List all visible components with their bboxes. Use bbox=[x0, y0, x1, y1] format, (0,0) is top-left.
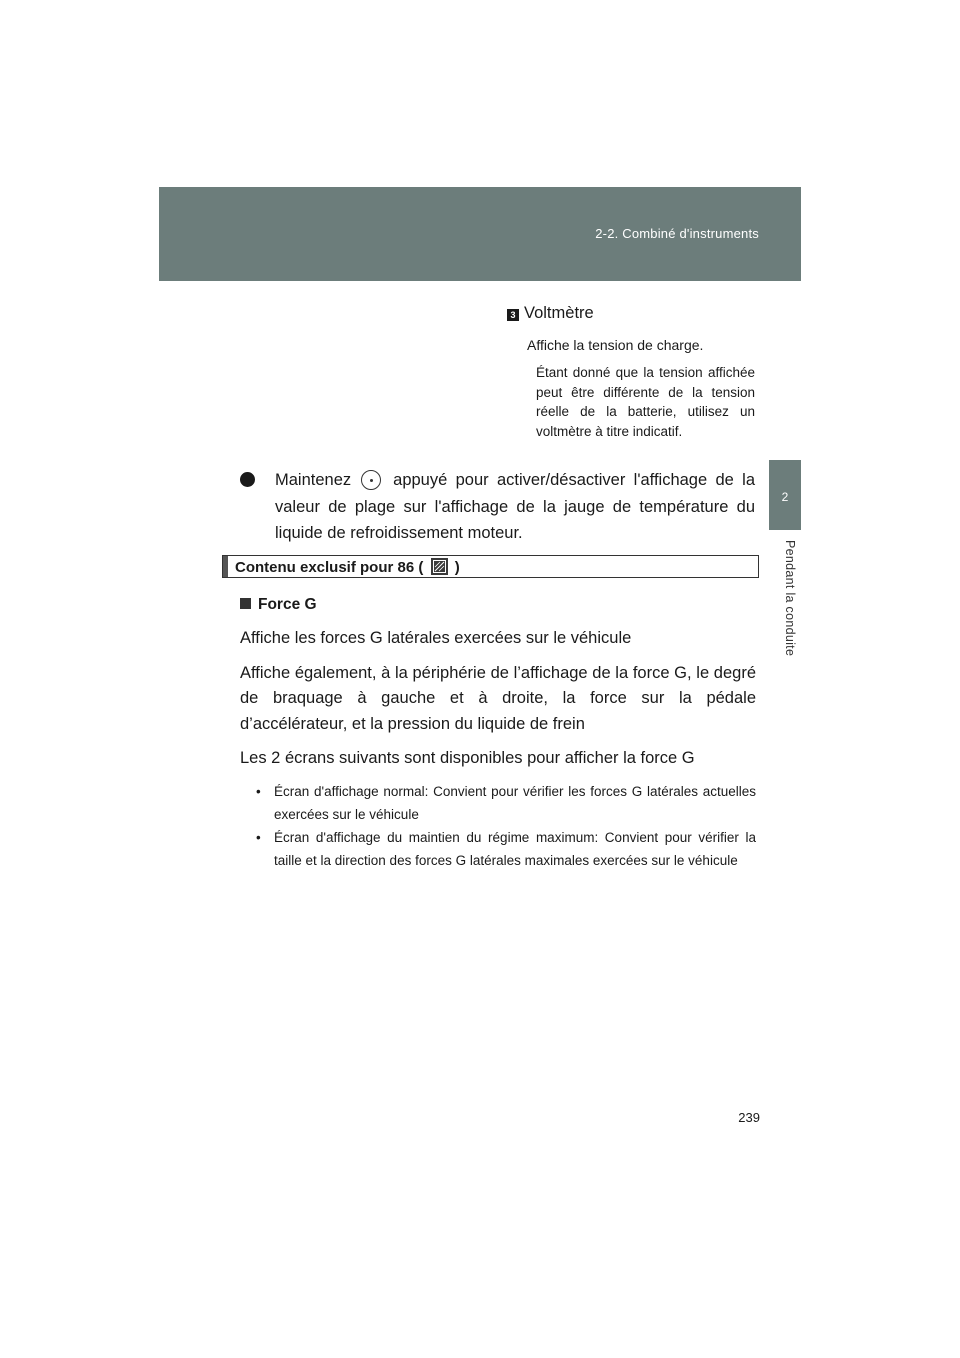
list-item-text: Écran d'affichage normal: Convient pour vérifier les forces G latérales actuelles exercées sur le véhicule bbox=[274, 783, 756, 822]
list-bullet-icon: • bbox=[256, 783, 261, 799]
model-86-icon bbox=[431, 558, 448, 575]
list-item-text: Écran d'affichage du maintien du régime maximum: Convient pour vérifier la taille et la direction des forces G latérales maximales exercées sur le véhicule bbox=[274, 829, 756, 868]
chapter-tab bbox=[769, 460, 801, 530]
page-number: 239 bbox=[738, 1110, 760, 1125]
force-g-paragraph-3: Les 2 écrans suivants sont disponibles pour afficher la force G bbox=[240, 749, 695, 767]
chapter-number: 2 bbox=[781, 490, 789, 504]
chapter-label: Pendant la conduite bbox=[783, 540, 797, 657]
select-button-icon bbox=[361, 470, 381, 490]
square-bullet-icon bbox=[240, 598, 251, 609]
section-title bbox=[235, 558, 460, 576]
force-g-heading bbox=[240, 596, 756, 618]
voltmeter-title: Voltmètre bbox=[524, 304, 594, 322]
bullet-text bbox=[275, 467, 755, 547]
force-g-paragraph-1: Affiche les forces G latérales exercées sur le véhicule bbox=[240, 629, 632, 647]
list-item bbox=[256, 780, 756, 826]
voltmeter-note: Étant donné que la tension affichée peut être différente de la tension réelle de la batterie, utilisez un voltmètre à titre indicatif. bbox=[536, 365, 755, 439]
list-bullet-icon: • bbox=[256, 829, 261, 845]
section-bar-accent bbox=[223, 556, 228, 577]
section-heading: 2-2. Combiné d'instruments bbox=[595, 226, 759, 241]
section-title-start: Contenu exclusif pour 86 ( bbox=[235, 559, 424, 576]
bullet-text-start: Maintenez bbox=[275, 471, 352, 489]
section-title-end: ) bbox=[454, 559, 460, 576]
voltmeter-description: Affiche la tension de charge. bbox=[527, 337, 704, 353]
force-g-content bbox=[240, 596, 756, 872]
header-band bbox=[159, 187, 801, 281]
bullet-dot-icon bbox=[240, 472, 255, 487]
list-item bbox=[256, 826, 756, 872]
bullet-text-end: appuyé pour activer/désactiver l'affichage de la valeur de plage sur l'affichage de la jauge de température du liquide de refroidissement moteur. bbox=[275, 471, 755, 542]
force-g-paragraph-2: Affiche également, à la périphérie de l’affichage de la force G, le degré de braquage à gauche et à droite, la force sur la pédale d’accélérateur, et la pression du liquide de frein bbox=[240, 663, 756, 733]
item-number-badge: 3 bbox=[507, 309, 519, 321]
screen-list bbox=[240, 780, 756, 872]
section-title-bar bbox=[222, 555, 759, 578]
force-g-title: Force G bbox=[258, 596, 317, 613]
